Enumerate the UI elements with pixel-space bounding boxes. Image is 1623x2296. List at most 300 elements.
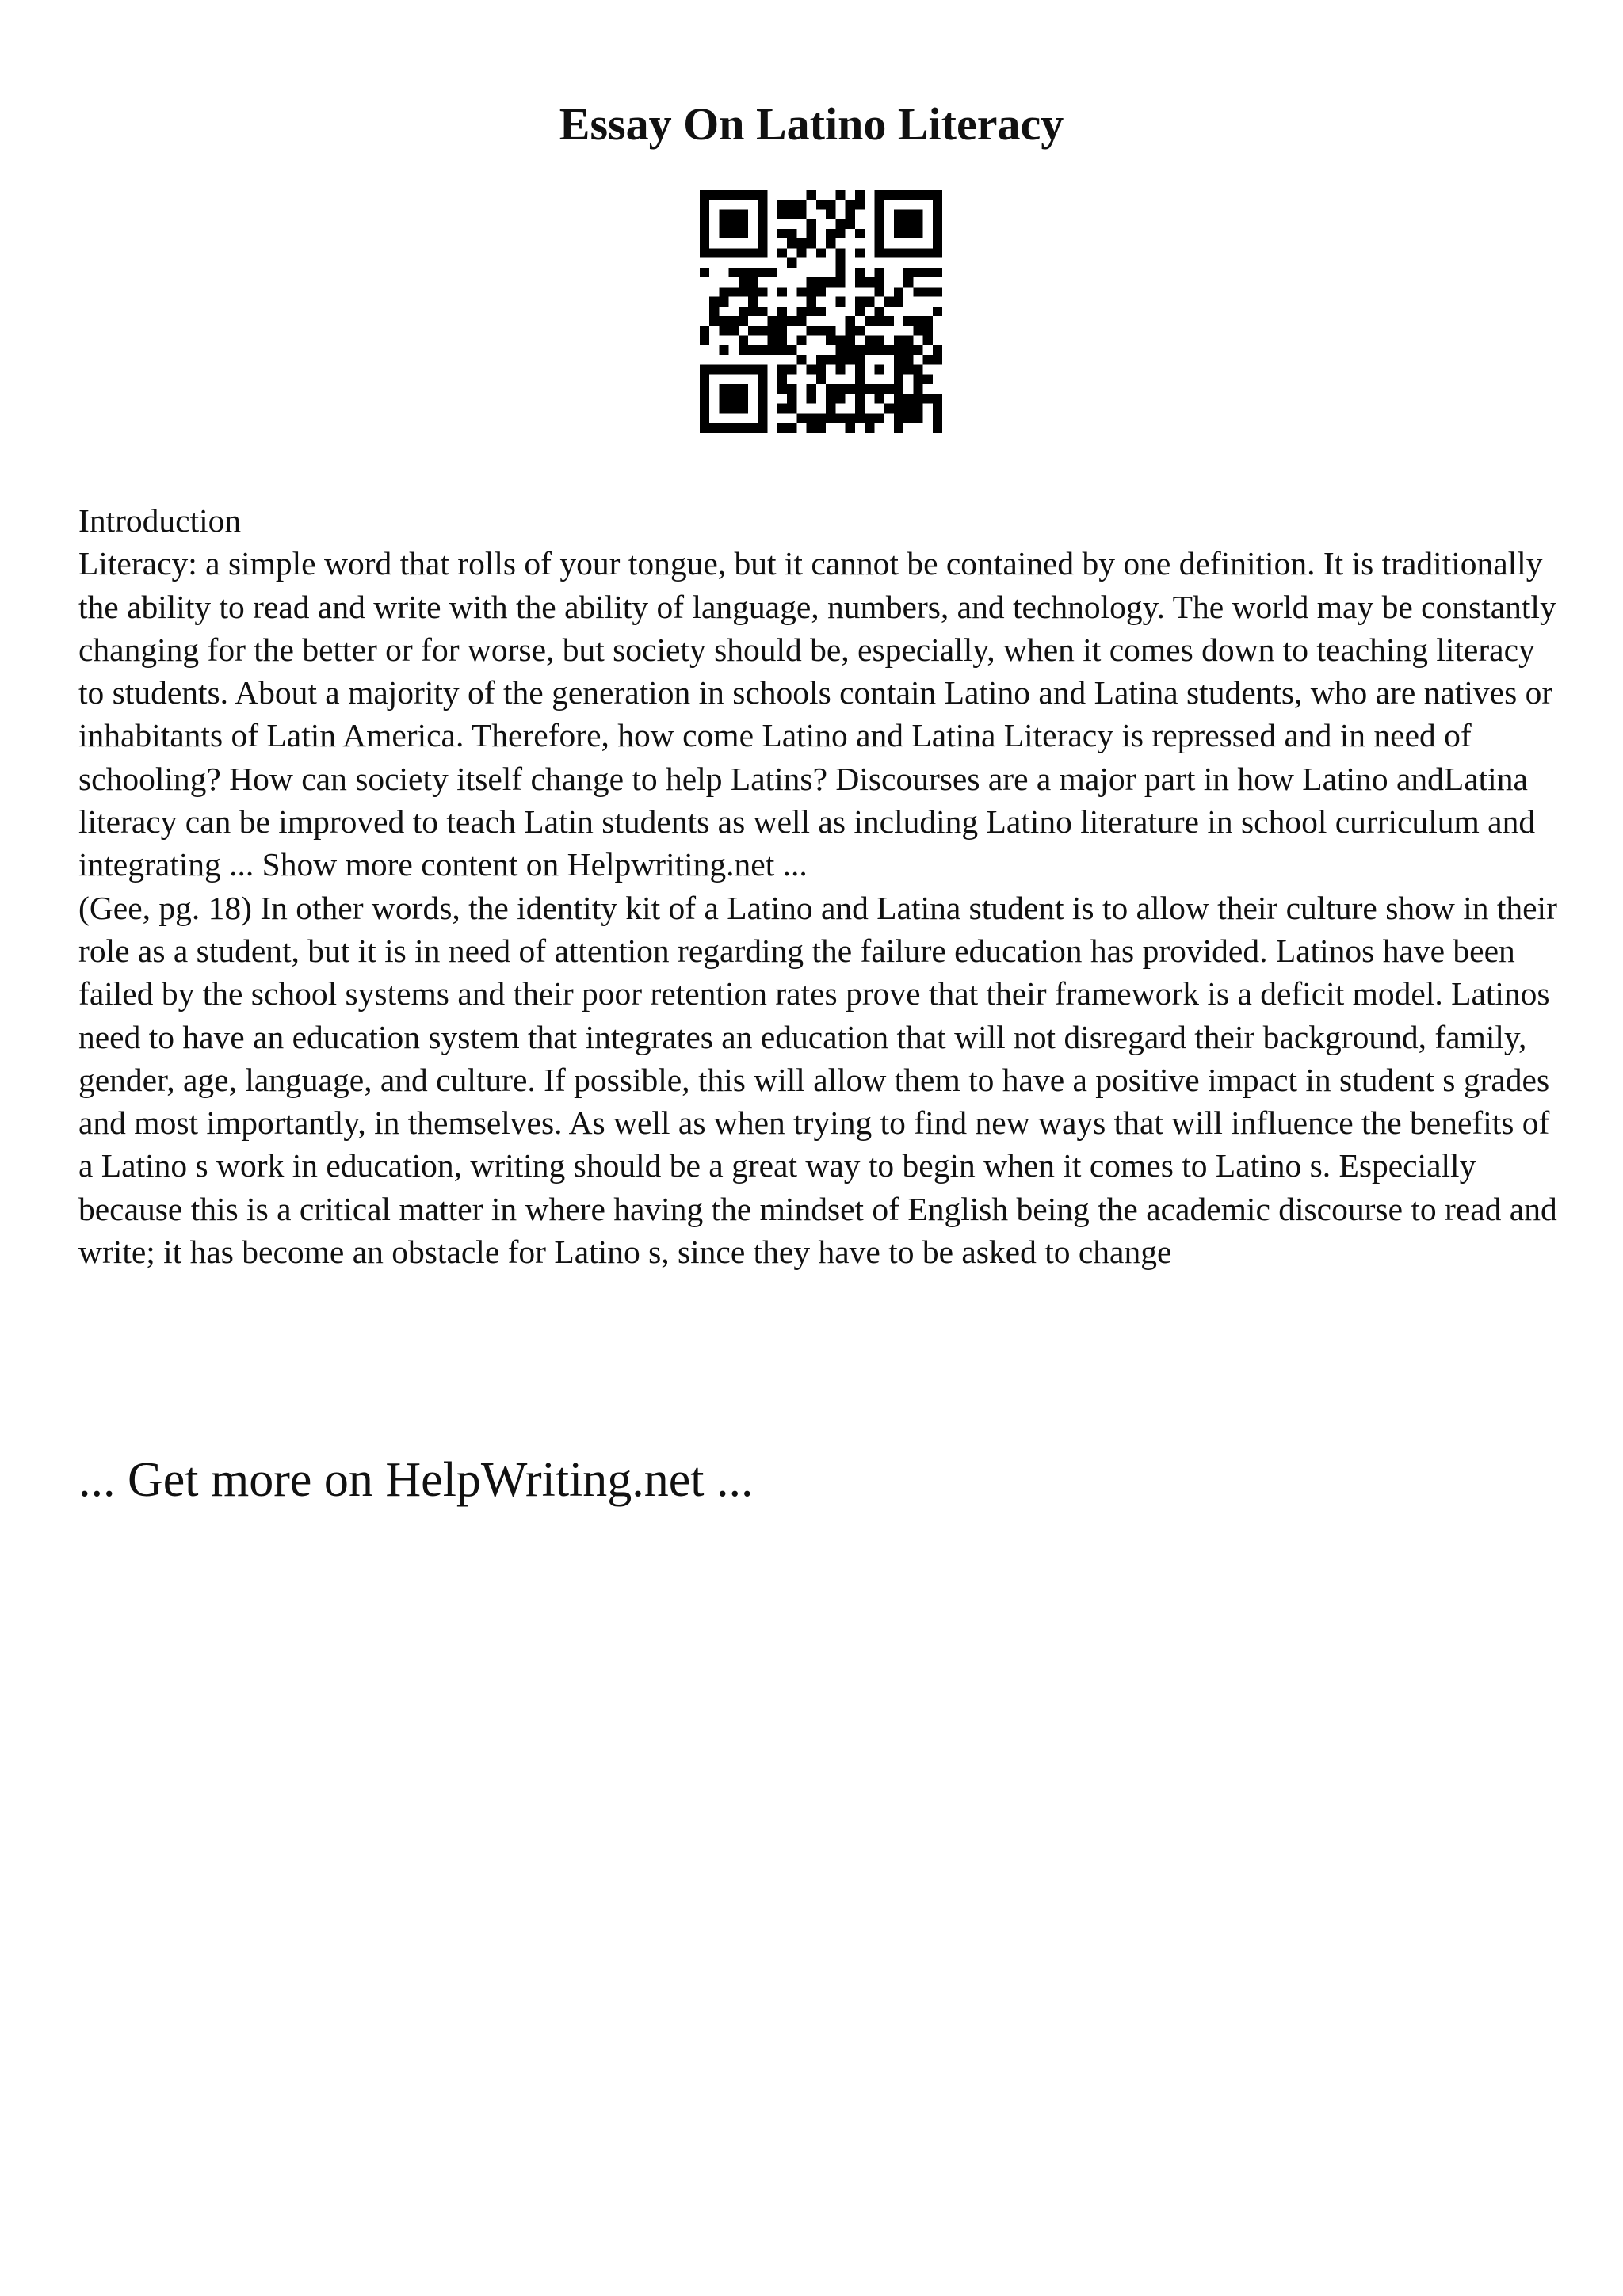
qr-module bbox=[777, 248, 787, 257]
qr-module bbox=[903, 414, 913, 423]
qr-module bbox=[826, 277, 835, 287]
qr-module bbox=[777, 287, 787, 296]
qr-module bbox=[894, 364, 903, 374]
qr-module bbox=[835, 219, 845, 229]
qr-module bbox=[807, 414, 816, 423]
qr-module bbox=[835, 229, 845, 238]
qr-module bbox=[739, 277, 748, 287]
qr-module bbox=[758, 209, 767, 219]
qr-module bbox=[758, 364, 767, 374]
qr-module bbox=[846, 336, 855, 345]
qr-module bbox=[884, 297, 894, 307]
qr-module bbox=[807, 277, 816, 287]
qr-module bbox=[758, 345, 767, 355]
qr-module bbox=[913, 414, 922, 423]
qr-module bbox=[709, 297, 719, 307]
qr-module bbox=[903, 403, 913, 413]
qr-module bbox=[758, 423, 767, 433]
qr-module bbox=[777, 336, 787, 345]
qr-module bbox=[700, 238, 709, 248]
qr-module bbox=[758, 219, 767, 229]
qr-module bbox=[777, 375, 787, 384]
qr-module bbox=[855, 307, 865, 316]
qr-module bbox=[855, 297, 865, 307]
qr-module bbox=[807, 287, 816, 296]
qr-module bbox=[894, 297, 903, 307]
qr-module bbox=[894, 403, 903, 413]
qr-module bbox=[874, 316, 884, 326]
qr-module bbox=[709, 190, 719, 200]
qr-module bbox=[903, 364, 913, 374]
qr-module bbox=[826, 394, 835, 403]
qr-module bbox=[826, 326, 835, 335]
qr-module bbox=[709, 423, 719, 433]
qr-module bbox=[748, 277, 758, 287]
qr-module bbox=[903, 209, 913, 219]
qr-module bbox=[787, 258, 796, 268]
qr-module bbox=[758, 229, 767, 238]
qr-module bbox=[796, 200, 806, 209]
qr-module bbox=[855, 414, 865, 423]
qr-module bbox=[894, 355, 903, 364]
qr-module bbox=[933, 209, 942, 219]
qr-module bbox=[894, 375, 903, 384]
qr-module bbox=[700, 200, 709, 209]
qr-module bbox=[865, 384, 874, 394]
qr-module bbox=[807, 384, 816, 394]
qr-module bbox=[787, 209, 796, 219]
qr-module bbox=[700, 414, 709, 423]
qr-module bbox=[923, 326, 933, 335]
qr-module bbox=[835, 364, 845, 374]
qr-module bbox=[787, 364, 796, 374]
qr-module bbox=[903, 345, 913, 355]
qr-module bbox=[923, 375, 933, 384]
qr-module bbox=[826, 200, 835, 209]
qr-module bbox=[787, 403, 796, 413]
qr-module bbox=[846, 423, 855, 433]
qr-module bbox=[874, 248, 884, 257]
qr-module bbox=[796, 336, 806, 345]
qr-module bbox=[719, 248, 728, 257]
qr-module bbox=[739, 384, 748, 394]
qr-module bbox=[719, 316, 728, 326]
qr-module bbox=[816, 200, 826, 209]
qr-module bbox=[816, 423, 826, 433]
qr-module bbox=[719, 403, 728, 413]
qr-module bbox=[777, 316, 787, 326]
qr-module bbox=[913, 394, 922, 403]
qr-module bbox=[777, 345, 787, 355]
qr-module bbox=[903, 190, 913, 200]
qr-module bbox=[777, 200, 787, 209]
qr-module bbox=[758, 200, 767, 209]
qr-module bbox=[796, 316, 806, 326]
qr-module bbox=[719, 229, 728, 238]
qr-module bbox=[719, 190, 728, 200]
qr-module bbox=[739, 403, 748, 413]
qr-module bbox=[933, 200, 942, 209]
qr-module bbox=[700, 375, 709, 384]
qr-module bbox=[748, 268, 758, 277]
qr-module bbox=[826, 414, 835, 423]
qr-module bbox=[807, 219, 816, 229]
qr-module bbox=[758, 384, 767, 394]
qr-module bbox=[835, 345, 845, 355]
qr-module bbox=[758, 326, 767, 335]
qr-module bbox=[777, 229, 787, 238]
qr-module bbox=[913, 384, 922, 394]
qr-module bbox=[894, 345, 903, 355]
qr-module bbox=[903, 219, 913, 229]
qr-module bbox=[894, 248, 903, 257]
qr-module bbox=[913, 190, 922, 200]
qr-module bbox=[865, 277, 874, 287]
section-heading: Introduction bbox=[78, 502, 242, 539]
qr-module bbox=[787, 229, 796, 238]
qr-module bbox=[739, 316, 748, 326]
qr-module bbox=[796, 248, 806, 257]
qr-module bbox=[787, 316, 796, 326]
qr-module bbox=[758, 403, 767, 413]
qr-module bbox=[729, 403, 739, 413]
qr-module bbox=[903, 355, 913, 364]
qr-module bbox=[826, 229, 835, 238]
qr-module bbox=[777, 326, 787, 335]
qr-module bbox=[719, 423, 728, 433]
qr-module bbox=[855, 375, 865, 384]
qr-module bbox=[719, 287, 728, 296]
qr-module bbox=[913, 403, 922, 413]
qr-module bbox=[816, 375, 826, 384]
qr-module bbox=[933, 248, 942, 257]
qr-module bbox=[855, 229, 865, 238]
qr-module bbox=[846, 219, 855, 229]
qr-module bbox=[729, 229, 739, 238]
qr-module bbox=[874, 414, 884, 423]
qr-module bbox=[729, 384, 739, 394]
qr-module bbox=[748, 307, 758, 316]
qr-module bbox=[748, 345, 758, 355]
qr-module bbox=[923, 190, 933, 200]
qr-module bbox=[816, 307, 826, 316]
qr-module bbox=[700, 384, 709, 394]
qr-module bbox=[719, 209, 728, 219]
qr-module bbox=[700, 229, 709, 238]
qr-module bbox=[719, 384, 728, 394]
qr-module bbox=[777, 384, 787, 394]
qr-module bbox=[913, 316, 922, 326]
qr-module bbox=[748, 190, 758, 200]
qr-module bbox=[913, 268, 922, 277]
qr-module bbox=[913, 209, 922, 219]
qr-module bbox=[768, 326, 777, 335]
qr-module bbox=[835, 355, 845, 364]
qr-module bbox=[903, 277, 913, 287]
qr-module bbox=[807, 364, 816, 374]
qr-module bbox=[748, 287, 758, 296]
qr-module bbox=[933, 307, 942, 316]
qr-module bbox=[719, 394, 728, 403]
qr-module bbox=[923, 248, 933, 257]
qr-module bbox=[700, 403, 709, 413]
qr-module bbox=[826, 355, 835, 364]
qr-module bbox=[846, 414, 855, 423]
qr-module bbox=[884, 248, 894, 257]
qr-module bbox=[826, 209, 835, 219]
qr-module bbox=[835, 414, 845, 423]
qr-module bbox=[846, 200, 855, 209]
qr-module bbox=[835, 248, 845, 257]
qr-module bbox=[933, 423, 942, 433]
qr-module bbox=[884, 316, 894, 326]
qr-module bbox=[709, 307, 719, 316]
qr-module bbox=[768, 336, 777, 345]
qr-module bbox=[923, 394, 933, 403]
qr-module bbox=[719, 219, 728, 229]
qr-module bbox=[894, 219, 903, 229]
qr-module bbox=[748, 297, 758, 307]
qr-module bbox=[739, 307, 748, 316]
qr-module bbox=[787, 200, 796, 209]
qr-module bbox=[855, 403, 865, 413]
qr-module bbox=[894, 229, 903, 238]
qr-module bbox=[758, 238, 767, 248]
qr-module bbox=[933, 355, 942, 364]
qr-module bbox=[777, 209, 787, 219]
qr-module bbox=[894, 394, 903, 403]
qr-module bbox=[816, 326, 826, 335]
qr-module bbox=[894, 209, 903, 219]
qr-module bbox=[874, 277, 884, 287]
qr-module bbox=[768, 345, 777, 355]
get-more-link[interactable]: ... Get more on HelpWriting.net ... bbox=[78, 1453, 754, 1507]
qr-module bbox=[826, 403, 835, 413]
qr-module bbox=[835, 277, 845, 287]
qr-module bbox=[874, 364, 884, 374]
qr-module bbox=[777, 364, 787, 374]
qr-module bbox=[933, 238, 942, 248]
qr-module bbox=[729, 248, 739, 257]
qr-module bbox=[796, 414, 806, 423]
qr-module bbox=[729, 364, 739, 374]
qr-module bbox=[923, 268, 933, 277]
qr-module bbox=[874, 345, 884, 355]
qr-module bbox=[933, 190, 942, 200]
qr-module bbox=[835, 297, 845, 307]
qr-module bbox=[826, 384, 835, 394]
qr-module bbox=[729, 394, 739, 403]
qr-module bbox=[739, 209, 748, 219]
qr-module bbox=[884, 384, 894, 394]
qr-module bbox=[807, 307, 816, 316]
qr-module bbox=[874, 287, 884, 296]
qr-module bbox=[758, 268, 767, 277]
qr-module bbox=[787, 238, 796, 248]
qr-module bbox=[700, 326, 709, 335]
qr-module bbox=[865, 297, 874, 307]
qr-module bbox=[894, 190, 903, 200]
qr-module bbox=[846, 345, 855, 355]
qr-module bbox=[807, 238, 816, 248]
qr-module bbox=[855, 268, 865, 277]
qr-module bbox=[807, 190, 816, 200]
qr-module bbox=[758, 414, 767, 423]
qr-module bbox=[903, 268, 913, 277]
qr-module bbox=[739, 287, 748, 296]
qr-module bbox=[729, 316, 739, 326]
qr-module bbox=[758, 375, 767, 384]
qr-module bbox=[835, 258, 845, 268]
qr-module bbox=[748, 364, 758, 374]
qr-module bbox=[709, 248, 719, 257]
qr-module bbox=[709, 316, 719, 326]
qr-module bbox=[729, 423, 739, 433]
qr-module bbox=[855, 355, 865, 364]
qr-module bbox=[903, 316, 913, 326]
qr-module bbox=[787, 423, 796, 433]
qr-module bbox=[816, 248, 826, 257]
qr-module bbox=[923, 336, 933, 345]
qr-module bbox=[729, 268, 739, 277]
qr-module bbox=[816, 414, 826, 423]
qr-module bbox=[865, 316, 874, 326]
qr-code-icon bbox=[700, 190, 942, 433]
document-title: Essay On Latino Literacy bbox=[559, 98, 1064, 150]
qr-module bbox=[846, 326, 855, 335]
qr-module bbox=[855, 190, 865, 200]
qr-module bbox=[816, 287, 826, 296]
qr-module bbox=[835, 268, 845, 277]
qr-module bbox=[913, 287, 922, 296]
qr-module bbox=[807, 394, 816, 403]
qr-module bbox=[777, 307, 787, 316]
qr-module bbox=[874, 190, 884, 200]
qr-module bbox=[855, 326, 865, 335]
qr-module bbox=[709, 364, 719, 374]
qr-module bbox=[768, 268, 777, 277]
qr-module bbox=[913, 248, 922, 257]
qr-module bbox=[865, 414, 874, 423]
qr-module bbox=[846, 384, 855, 394]
qr-module bbox=[758, 307, 767, 316]
qr-module bbox=[748, 248, 758, 257]
qr-module bbox=[933, 414, 942, 423]
qr-module bbox=[913, 364, 922, 374]
qr-module bbox=[835, 336, 845, 345]
qr-module bbox=[913, 375, 922, 384]
qr-module bbox=[933, 403, 942, 413]
qr-module bbox=[923, 355, 933, 364]
qr-module bbox=[933, 219, 942, 229]
qr-module bbox=[729, 209, 739, 219]
qr-module bbox=[923, 316, 933, 326]
qr-module bbox=[884, 403, 894, 413]
qr-module bbox=[816, 364, 826, 374]
qr-module bbox=[796, 355, 806, 364]
qr-module bbox=[796, 307, 806, 316]
qr-module bbox=[933, 394, 942, 403]
qr-module bbox=[933, 268, 942, 277]
qr-module bbox=[739, 345, 748, 355]
qr-module bbox=[933, 287, 942, 296]
qr-module bbox=[894, 423, 903, 433]
qr-module bbox=[874, 307, 884, 316]
qr-module bbox=[835, 190, 845, 200]
qr-module bbox=[739, 364, 748, 374]
qr-module bbox=[729, 287, 739, 296]
qr-module bbox=[719, 345, 728, 355]
qr-module bbox=[700, 364, 709, 374]
qr-module bbox=[807, 326, 816, 335]
qr-module bbox=[739, 248, 748, 257]
qr-module bbox=[739, 219, 748, 229]
qr-module bbox=[874, 209, 884, 219]
qr-module bbox=[787, 394, 796, 403]
qr-module bbox=[729, 219, 739, 229]
paragraph-intro: Literacy: a simple word that rolls of your tongue, but it cannot be contained by one definition. It is traditionally the ability to read and write with the ability of language, numbers, and technology. The world may be constantly changing for the better or for worse, but society should be, especially, when it comes down to teaching literacy to students. About a majority of the generation in schools contain Latino and Latina students, who are natives or inhabitants of Latin America. Therefore, how come Latino and Latina Literacy is repressed and in need of schooling? How can society itself change to help Latins? Discourses are a major part in how Latino andLatina literacy can be improved to teach Latin students as well as including Latino literature in school curriculum and integrating ... Show more content on Helpwriting.net ... bbox=[78, 545, 1556, 883]
qr-module bbox=[933, 345, 942, 355]
qr-module bbox=[913, 326, 922, 335]
qr-module bbox=[913, 345, 922, 355]
qr-module bbox=[874, 394, 884, 403]
qr-module bbox=[739, 394, 748, 403]
qr-module bbox=[700, 248, 709, 257]
qr-module bbox=[796, 238, 806, 248]
qr-module bbox=[807, 423, 816, 433]
qr-module bbox=[894, 384, 903, 394]
qr-module bbox=[768, 316, 777, 326]
qr-module bbox=[903, 336, 913, 345]
qr-module bbox=[700, 209, 709, 219]
qr-module bbox=[874, 229, 884, 238]
qr-module bbox=[835, 384, 845, 394]
qr-module bbox=[729, 190, 739, 200]
qr-module bbox=[846, 209, 855, 219]
qr-module bbox=[835, 394, 845, 403]
qr-module bbox=[865, 423, 874, 433]
qr-module bbox=[739, 190, 748, 200]
qr-module bbox=[719, 297, 728, 307]
qr-module bbox=[748, 423, 758, 433]
qr-module bbox=[739, 268, 748, 277]
qr-module bbox=[739, 229, 748, 238]
qr-module bbox=[758, 248, 767, 257]
qr-module bbox=[903, 394, 913, 403]
qr-module bbox=[777, 403, 787, 413]
qr-module bbox=[884, 190, 894, 200]
qr-module bbox=[807, 297, 816, 307]
qr-module bbox=[700, 219, 709, 229]
qr-module bbox=[729, 326, 739, 335]
qr-module bbox=[816, 277, 826, 287]
qr-module bbox=[855, 345, 865, 355]
qr-module bbox=[796, 209, 806, 219]
qr-module bbox=[796, 287, 806, 296]
qr-module bbox=[846, 355, 855, 364]
qr-module bbox=[874, 200, 884, 209]
qr-module bbox=[758, 190, 767, 200]
qr-module bbox=[748, 326, 758, 335]
qr-module bbox=[826, 238, 835, 248]
qr-module bbox=[855, 200, 865, 209]
qr-module bbox=[816, 355, 826, 364]
qr-module bbox=[700, 423, 709, 433]
qr-module bbox=[719, 364, 728, 374]
qr-module bbox=[846, 316, 855, 326]
qr-module bbox=[719, 326, 728, 335]
qr-module bbox=[700, 268, 709, 277]
